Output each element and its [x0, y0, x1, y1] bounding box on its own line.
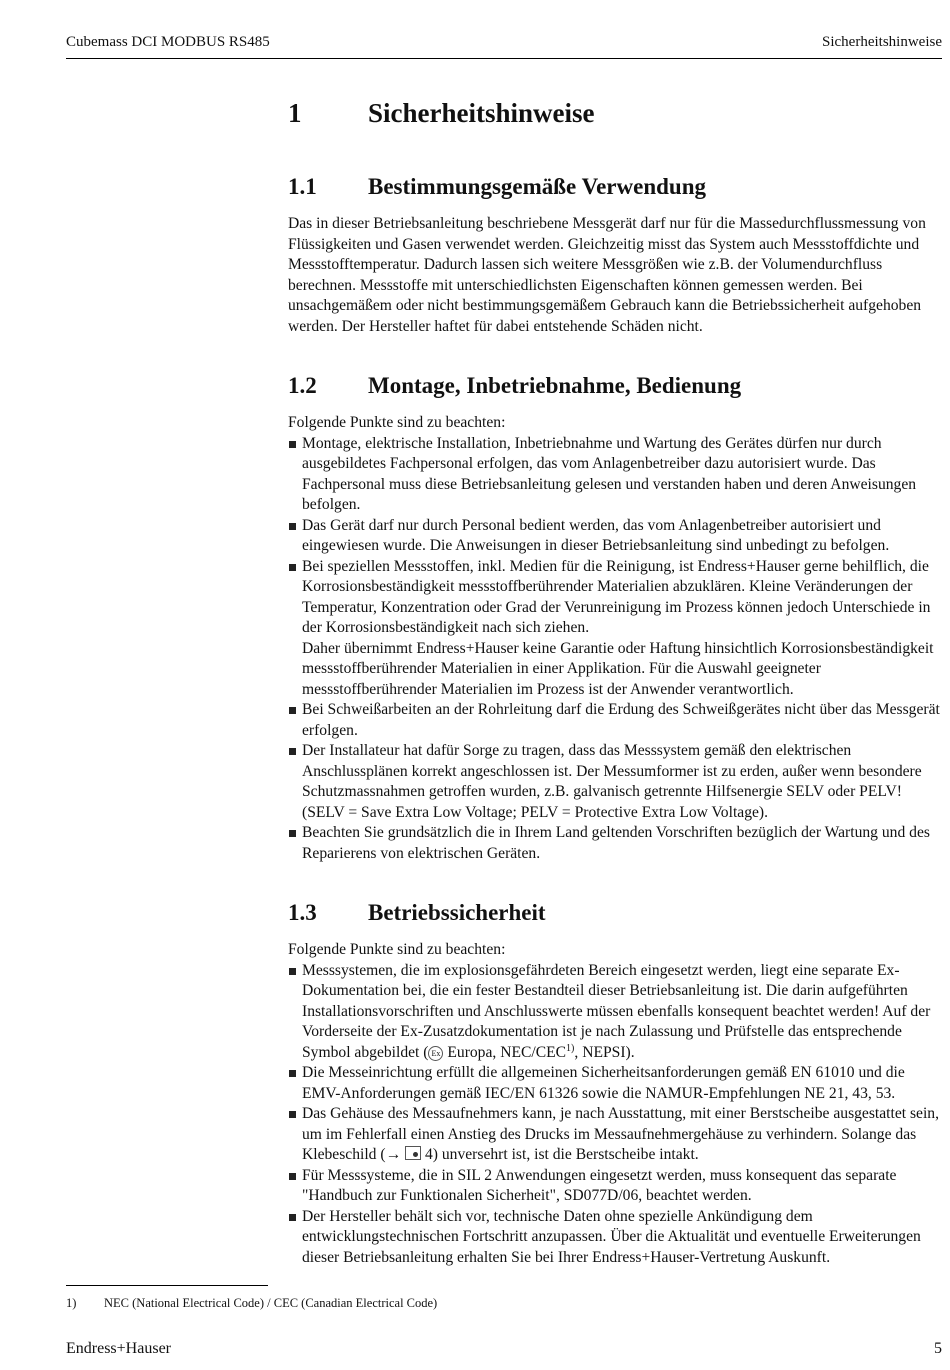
list-item-text: Das Gehäuse des Messaufnehmers kann, je nach Ausstattung, mit einer Berstscheibe ausgestattet sein, um im Fehlerfall einen Anstieg des Drucks im Messaufnehmergehäuse zu verhindern. Solange das Klebeschild (→	[302, 1105, 940, 1163]
list-item-continuation: Daher übernimmt Endress+Hauser keine Garantie oder Haftung hinsichtlich Korrosionsbeständigkeit messstoffberührender Materialien in einer Applikation. Für die Auswahl geeigneter messstoffberührender Materialien im Prozess ist der Anwender verantwortlich.	[302, 639, 934, 698]
header-document-title: Cubemass DCI MODBUS RS485	[66, 34, 270, 50]
header-section-title: Sicherheitshinweise	[822, 34, 942, 50]
section-1-3	[288, 898, 942, 1268]
footer-company: Endress+Hauser	[66, 1340, 171, 1357]
section-number: 1.3	[288, 900, 317, 925]
section-title: Montage, Inbetriebnahme, Bedienung	[368, 373, 742, 398]
footnote-reference[interactable]: 1)	[566, 1042, 575, 1054]
list-item: Bei Schweißarbeiten an der Rohrleitung darf die Erdung des Schweißgerätes nicht über das Messgerät erfolgen.	[288, 700, 942, 741]
bullet-list	[288, 434, 942, 865]
section-heading	[288, 172, 942, 202]
section-intro: Folgende Punkte sind zu beachten:	[288, 414, 506, 431]
page-reference-icon	[405, 1146, 421, 1160]
footnote-text: NEC (National Electrical Code) / CEC (Canadian Electrical Code)	[104, 1296, 438, 1310]
list-item-text: Messsystemen, die im explosionsgefährdeten Bereich eingesetzt werden, liegt eine separate Ex-Dokumentation bei, die ein fester Bestandteil dieser Betriebsanleitung ist. Die darin aufgeführten Installationsvorschriften und Anschlusswerte müssen ebenfalls konsequent beachtet werden! Auf der Vorderseite der Ex-Zusatzdokumentation ist je nach Zulassung und Prüfstelle das entsprechende Symbol abgebildet (	[302, 961, 931, 1061]
section-number: 1.1	[288, 174, 317, 199]
list-item-text: , NEPSI).	[574, 1043, 635, 1061]
section-number: 1.2	[288, 373, 317, 398]
list-item: Montage, elektrische Installation, Inbetriebnahme und Wartung des Gerätes dürfen nur durch ausgebildetes Fachpersonal erfolgen, das vom Anlagenbetreiber dazu autorisiert wurde. Das Fachpersonal muss diese Betriebsanleitung gelesen und verstanden haben und deren Anweisungen befolgen.	[288, 434, 942, 516]
chapter-heading	[288, 94, 942, 132]
footnote	[66, 1296, 437, 1311]
list-item: Beachten Sie grundsätzlich die in Ihrem Land geltenden Vorschriften bezüglich der Wartung und des Reparierens von elektrischen Geräten.	[288, 823, 942, 864]
list-item: Das Gerät darf nur durch Personal bedient werden, das vom Anlagenbetreiber autorisiert und eingewiesen wurde. Die Anweisungen in dieser Betriebsanleitung sind unbedingt zu befolgen.	[288, 516, 942, 557]
page-header	[66, 30, 942, 59]
section-title: Bestimmungsgemäße Verwendung	[368, 174, 707, 199]
list-item	[288, 557, 942, 701]
bullet-list	[288, 961, 942, 1269]
section-intro: Folgende Punkte sind zu beachten:	[288, 941, 506, 958]
chapter-number: 1	[288, 98, 302, 128]
list-item: Für Messsysteme, die in SIL 2 Anwendungen eingesetzt werden, muss konsequent das separate "Handbuch zur Funktionalen Sicherheit", SD077D/06, beachtet werden.	[288, 1166, 942, 1207]
list-item: Der Hersteller behält sich vor, technische Daten ohne spezielle Ankündigung dem entwicklungstechnischen Fortschritt anzupassen. Über die Aktualität und eventuelle Erweiterungen dieser Betriebsanleitung erhalten Sie bei Ihrer Endress+Hauser-Vertretung Auskunft.	[288, 1207, 942, 1269]
page-number: 5	[934, 1340, 942, 1357]
footnote-divider	[66, 1285, 268, 1286]
list-item: Die Messeinrichtung erfüllt die allgemeinen Sicherheitsanforderungen gemäß EN 61010 und die EMV-Anforderungen gemäß IEC/EN 61326 sowie die NAMUR-Empfehlungen NE 21, 43, 53.	[288, 1063, 942, 1104]
section-title: Betriebssicherheit	[368, 900, 546, 925]
section-heading	[288, 898, 942, 928]
list-item	[288, 961, 942, 1064]
section-1-2	[288, 371, 942, 864]
list-item-text: unversehrt ist, ist die Berstscheibe intakt.	[437, 1146, 699, 1163]
main-content	[288, 94, 942, 1302]
section-1-1	[288, 172, 942, 337]
section-paragraph: Das in dieser Betriebsanleitung beschriebene Messgerät darf nur für die Massedurchflussmessung von Flüssigkeiten und Gasen verwendet werden. Gleichzeitig misst das System auch Messstoffdichte und Messstofftemperatur. Dadurch lassen sich weitere Messgrößen wie z.B. der Volumendurchfluss berechnen. Messstoffe mit unterschiedlichsten Eigenschaften können gemessen werden. Bei unsachgemäßem oder nicht bestimmungsgemäßem Gebrauch kann die Betriebssicherheit aufgehoben werden. Der Hersteller haftet für dabei entstehende Schäden nicht.	[288, 215, 926, 335]
footnote-number: 1)	[66, 1296, 77, 1310]
page-reference[interactable]: 4)	[421, 1146, 438, 1163]
chapter-title: Sicherheitshinweise	[368, 98, 595, 128]
list-item	[288, 1104, 942, 1166]
ex-protection-icon: Ex	[428, 1046, 443, 1061]
list-item-text: Bei speziellen Messstoffen, inkl. Medien für die Reinigung, ist Endress+Hauser gerne behilflich, die Korrosionsbeständigkeit messstoffberührender Materialien abzuklären. Kleine Veränderungen der Temperatur, Konzentration oder Grad der Verunreinigung im Prozess können jedoch Unterschiede in der Korrosionsbeständigkeit nach sich ziehen.	[302, 557, 931, 636]
list-item: Der Installateur hat dafür Sorge zu tragen, dass das Messsystem gemäß den elektrischen Anschlussplänen korrekt angeschlossen ist. Der Messumformer ist zu erden, außer wenn besondere Schutzmassnahmen getroffen wurden, z.B. galvanisch getrennte Hilfsenergie SELV oder PELV! (SELV = Save Extra Low Voltage; PELV = Protective Extra Low Voltage).	[288, 741, 942, 823]
section-heading	[288, 371, 942, 401]
list-item-text: Europa, NEC/CEC	[443, 1043, 567, 1061]
